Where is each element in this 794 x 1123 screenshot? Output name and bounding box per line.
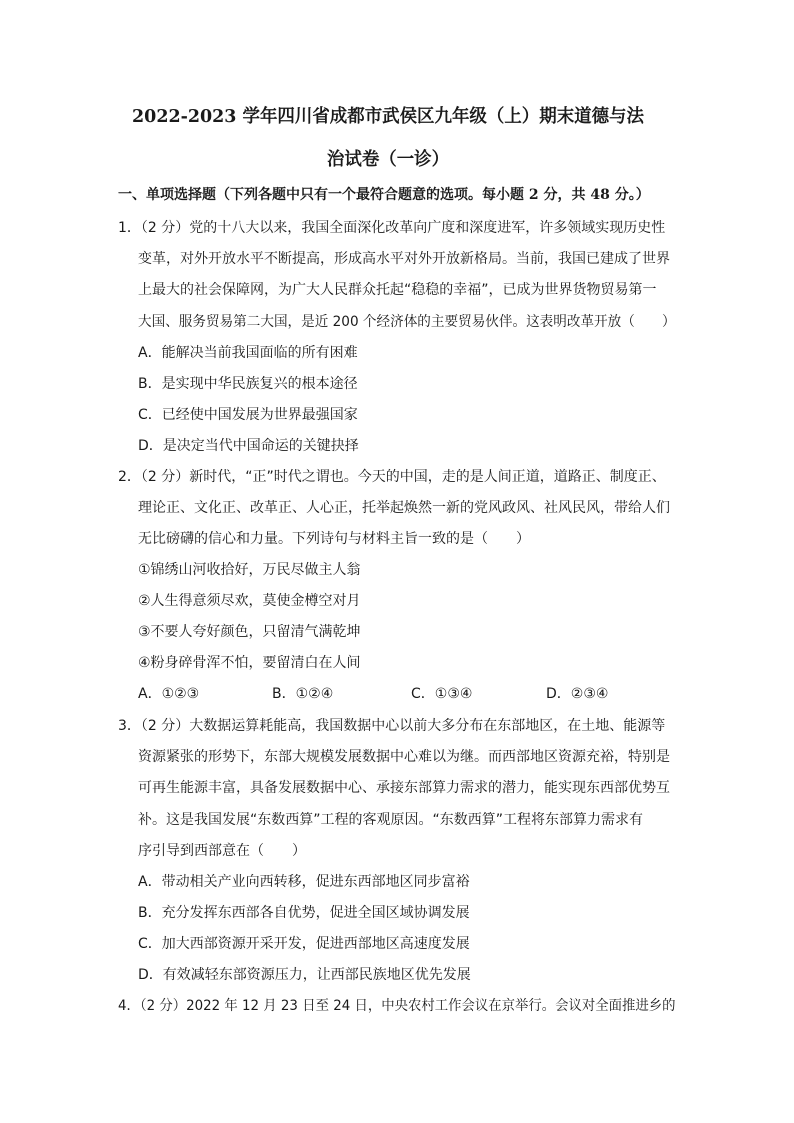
q3-stem-line-5: 序引导到西部意在（ ） (138, 843, 306, 859)
q1-stem-line-3: 上最大的社会保障网，为广大人民群众托起“稳稳的幸福”，已成为世界货物贸易第一 (138, 282, 657, 298)
q2-stem-line-1: 2．（2 分）新时代，“正”时代之谓也。今天的中国，走的是人间正道，道路正、制度正、 (118, 469, 666, 485)
q2-option-b: B．①②④ (272, 686, 334, 702)
q4-stem-line-1: 4．（2 分）2022 年 12 月 23 日至 24 日，中央农村工作会议在京举行。会议对全面推进乡的 (118, 998, 676, 1014)
q2-options-row (0, 685, 794, 703)
q3-option-a: A．带动相关产业向西转移，促进东西部地区同步富裕 (138, 874, 470, 890)
q3-stem-line-2: 资源紧张的形势下，东部大规模发展数据中心难以为继。而西部地区资源充裕，特别是 (138, 749, 670, 765)
q2-item-4: ④粉身碎骨浑不怕，要留清白在人间 (138, 655, 361, 671)
q1-stem-line-4: 大国、服务贸易第二大国，是近 200 个经济体的主要贸易伙伴。这表明改革开放（ ） (138, 314, 676, 330)
q2-item-3: ③不要人夸好颜色，只留清气满乾坤 (138, 624, 361, 640)
q1-stem-line-1: 1．（2 分）党的十八大以来，我国全面深化改革向广度和深度进军，许多领域实现历史性 (118, 220, 666, 236)
q3-stem-line-3: 可再生能源丰富，具备发展数据中心、承接东部算力需求的潜力，能实现东西部优势互 (138, 780, 670, 796)
q2-item-1: ①锦绣山河收拾好，万民尽做主人翁 (138, 562, 361, 578)
q2-option-d: D．②③④ (546, 686, 609, 702)
q1-stem-line-2: 变革，对外开放水平不断提高，形成高水平对外开放新格局。当前，我国已建成了世界 (138, 251, 670, 267)
q2-stem-line-2: 理论正、文化正、改革正、人心正，托举起焕然一新的党风政风、社风民风，带给人们 (138, 500, 670, 516)
q3-option-c: C．加大西部资源开采开发，促进西部地区高速度发展 (138, 936, 470, 952)
q2-option-a: A．①②③ (138, 686, 200, 702)
q2-item-2: ②人生得意须尽欢，莫使金樽空对月 (138, 593, 361, 609)
q2-option-c: C．①③④ (411, 686, 473, 702)
q3-option-b: B．充分发挥东西部各自优势，促进全国区域协调发展 (138, 905, 470, 921)
q2-stem-line-3: 无比磅礴的信心和力量。下列诗句与材料主旨一致的是（ ） (138, 531, 530, 547)
section-header: 一、单项选择题（下列各题中只有一个最符合题意的选项。每小题 2 分，共 48 分。） (118, 187, 650, 203)
q1-option-c: C．已经使中国发展为世界最强国家 (138, 407, 358, 423)
q3-stem-line-4: 补。这是我国发展“东数西算”工程的客观原因。“东数西算”工程将东部算力需求有 (138, 812, 644, 828)
q1-option-a: A．能解决当前我国面临的所有困难 (138, 345, 358, 361)
q3-option-d: D．有效减轻东部资源压力，让西部民族地区优先发展 (138, 967, 471, 983)
q1-option-b: B．是实现中华民族复兴的根本途径 (138, 376, 358, 392)
exam-title-line-1: 2022-2023 学年四川省成都市武侯区九年级（上）期末道德与法 (132, 106, 644, 127)
exam-title-line-2: 治试卷（一诊） (326, 149, 450, 170)
q3-stem-line-1: 3．（2 分）大数据运算耗能高，我国数据中心以前大多分布在东部地区，在土地、能源等 (118, 718, 666, 734)
q1-option-d: D．是决定当代中国命运的关键抉择 (138, 438, 359, 454)
